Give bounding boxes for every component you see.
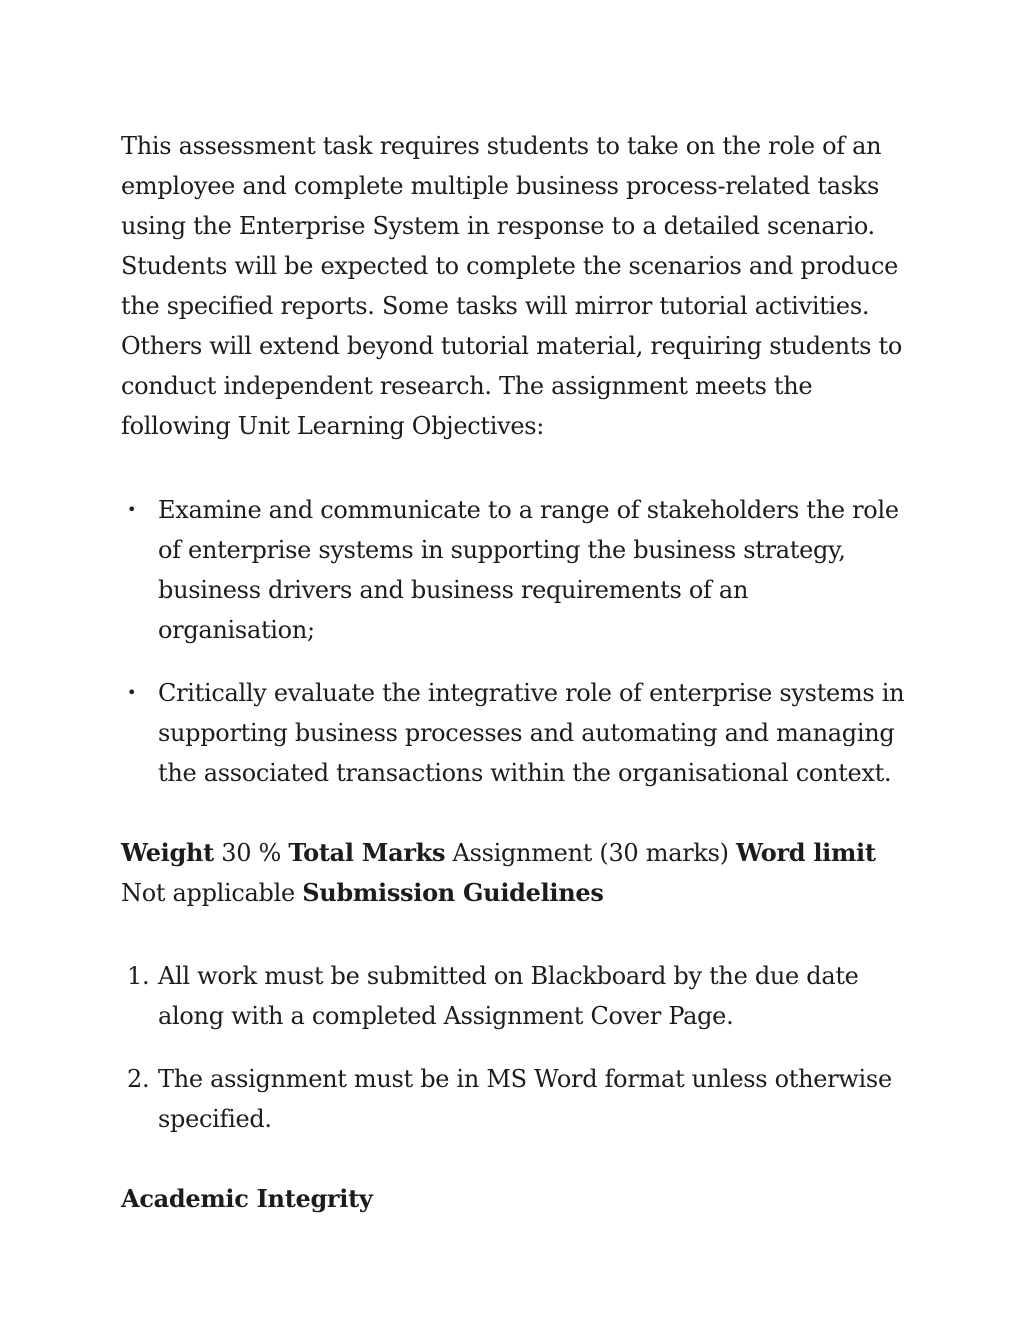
submission-guidelines-heading: Submission Guidelines [302, 878, 604, 907]
list-item: • Critically evaluate the integrative role of enterprise systems in supporting business processes and automating and managing the associated transactions within the organisational context. [158, 673, 911, 793]
document-page [121, 126, 911, 1219]
list-item: • Examine and communicate to a range of stakeholders the role of enterprise systems in supporting the business strategy, business drivers and business requirements of an organisation; [158, 490, 911, 650]
word-limit-value: Not applicable [121, 879, 295, 907]
learning-objectives-list [121, 490, 911, 793]
weight-value: 30 % [221, 839, 282, 867]
intro-paragraph: This assessment task requires students to take on the role of an employee and complete multiple business process-related tasks using the Enterprise System in response to a detailed scenario. Students will be expected to complete the scenarios and produce the specified reports. Some tasks will mirror tutorial activities. Others will extend beyond tutorial material, requiring students to conduct independent research. The assignment meets the following Unit Learning Objectives: [121, 132, 903, 440]
weight-label: Weight [121, 838, 214, 867]
submission-guidelines-list [121, 956, 911, 1139]
assessment-details [121, 833, 911, 913]
list-item [127, 1059, 911, 1139]
word-limit-label: Word limit [736, 838, 876, 867]
total-marks-value: Assignment (30 marks) [452, 839, 729, 867]
list-number: 2. [127, 1065, 150, 1093]
list-item [127, 956, 911, 1036]
academic-integrity-heading: Academic Integrity [121, 1184, 373, 1213]
list-item-text: All work must be submitted on Blackboard by the due date along with a completed Assignment Cover Page. [158, 962, 859, 1030]
list-number: 1. [127, 962, 150, 990]
total-marks-label: Total Marks [288, 838, 446, 867]
list-item-text: The assignment must be in MS Word format unless otherwise specified. [158, 1065, 892, 1133]
